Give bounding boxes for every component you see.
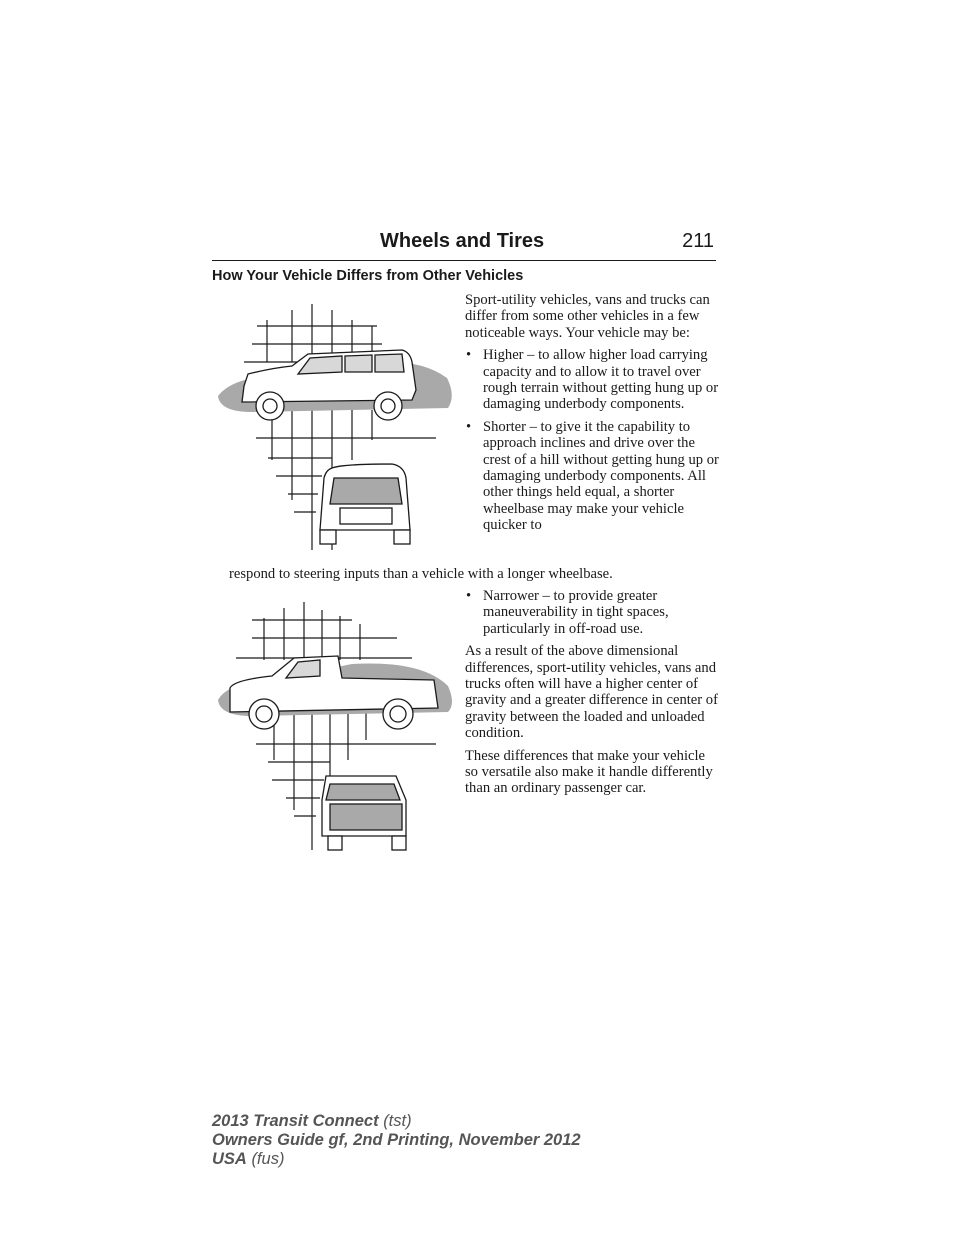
suv-illustration <box>212 300 462 550</box>
footer-model: 2013 Transit Connect <box>212 1112 379 1130</box>
pickup-illustration <box>212 600 462 855</box>
bullet-text: Shorter – to give it the capability to approach inclines and drive over the crest of a hill without getting hung up or damaging underbody components. All other things held equal, a shorter wheelbase may make your vehicle quicker to <box>483 418 719 534</box>
page-header <box>212 228 716 261</box>
footer-model-code: (tst) <box>383 1112 412 1130</box>
center-gravity-paragraph: As a result of the above dimensional differences, sport-utility vehicles, vans and trucks often will have a higher center of gravity and a greater difference in center of gravity between the loaded and unloaded condition. <box>465 643 718 742</box>
text-column-lower <box>465 588 721 803</box>
bullet-symbol: • <box>466 588 472 604</box>
page-number: 211 <box>682 230 714 252</box>
bullet-symbol: • <box>466 347 472 364</box>
intro-paragraph: Sport-utility vehicles, vans and trucks can differ from some other vehicles in a few noticeable ways. Your vehicle may be: <box>465 292 710 341</box>
versatile-paragraph: These differences that make your vehicle so versatile also make it handle differently than an ordinary passenger car. <box>465 747 713 797</box>
footer-printing: Owners Guide gf, 2nd Printing, November 2012 <box>212 1131 581 1149</box>
page-footer <box>212 1112 581 1169</box>
bullet-higher <box>465 347 721 413</box>
chapter-title: Wheels and Tires <box>380 230 545 252</box>
footer-market-code: (fus) <box>251 1150 285 1168</box>
bullet-shorter-continuation: respond to steering inputs than a vehicle with a longer wheelbase. <box>229 566 613 582</box>
bullet-shorter <box>465 419 721 534</box>
section-heading: How Your Vehicle Differs from Other Vehicles <box>212 268 524 284</box>
text-column-upper <box>465 292 721 540</box>
bullet-narrower <box>465 588 721 637</box>
bullet-symbol: • <box>466 418 472 435</box>
footer-market: USA <box>212 1150 247 1168</box>
bullet-text: Higher – to allow higher load carrying capacity and to allow it to travel over rough terrain without getting hung up or damaging underbody components. <box>483 347 719 413</box>
bullet-text: Narrower – to provide greater maneuverability in tight spaces, particularly in off-road use. <box>483 588 669 637</box>
